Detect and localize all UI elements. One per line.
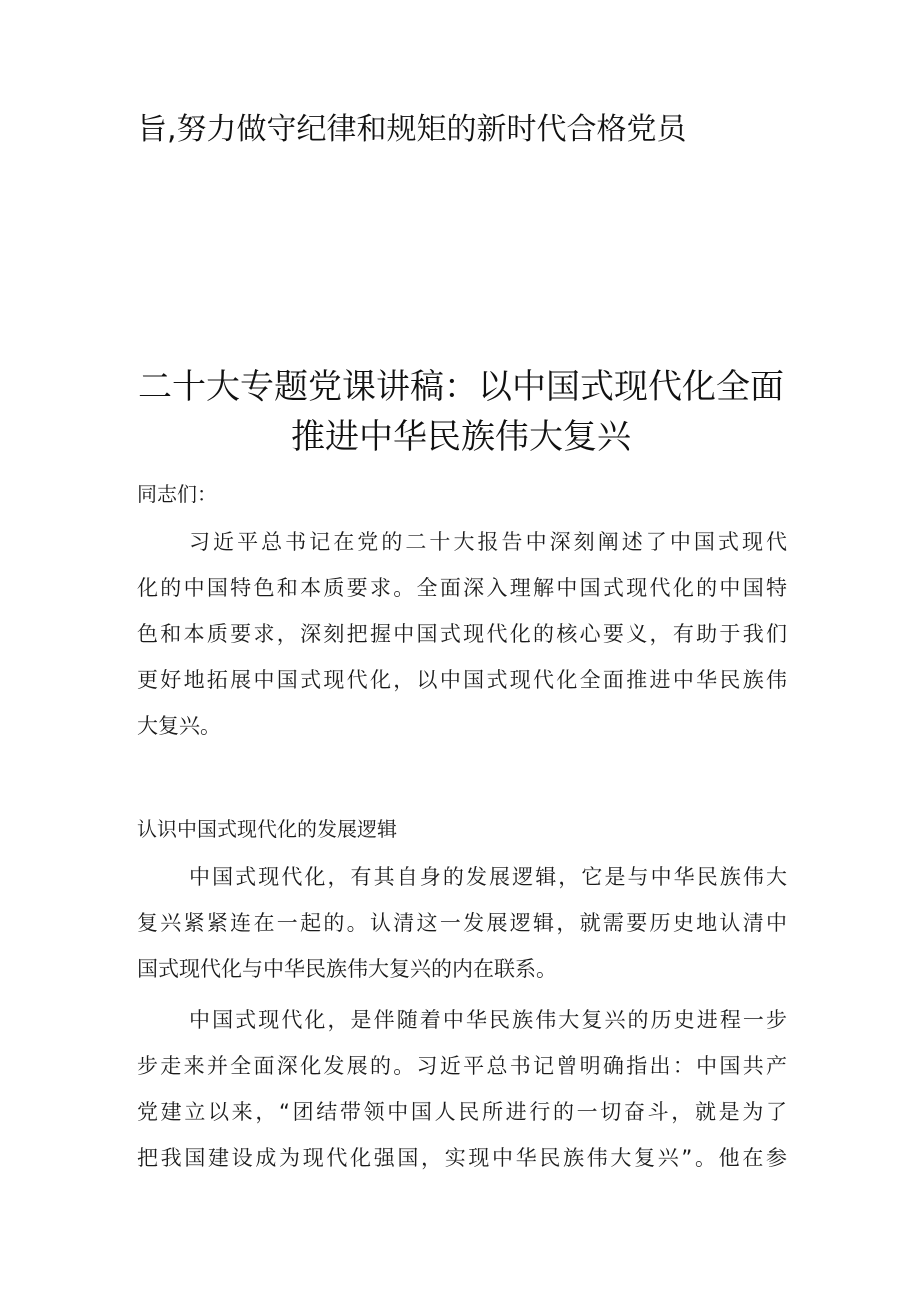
paragraph-line: 国式现代化与中华民族伟大复兴的内在联系。 <box>137 957 557 981</box>
paragraph-line: 步走来并全面深化发展的。习近平总书记曾明确指出：中国共产 <box>137 1054 787 1078</box>
title-line-1: 二十大专题党课讲稿：以中国式现代化全面 <box>138 367 784 407</box>
paragraph-line: 复兴紧紧连在一起的。认清这一发展逻辑，就需要历史地认清中 <box>137 911 787 935</box>
paragraph-line: 化的中国特色和本质要求。全面深入理解中国式现代化的中国特 <box>137 576 787 600</box>
paragraph-line: 中国式现代化，是伴随着中华民族伟大复兴的历史进程一步 <box>189 1008 787 1032</box>
paragraph-line: 大复兴。 <box>137 714 221 738</box>
paragraph-line: 更好地拓展中国式现代化，以中国式现代化全面推进中华民族伟 <box>137 668 787 692</box>
title-line-2: 推进中华民族伟大复兴 <box>291 417 631 457</box>
section-heading: 认识中国式现代化的发展逻辑 <box>137 817 397 841</box>
paragraph-line: 中国式现代化，有其自身的发展逻辑，它是与中华民族伟大 <box>189 865 787 889</box>
paragraph-line: 把我国建设成为现代化强国，实现中华民族伟大复兴”。他在参 <box>137 1146 787 1170</box>
paragraph-line: 习近平总书记在党的二十大报告中深刻阐述了中国式现代 <box>189 530 787 554</box>
salutation: 同志们： <box>137 482 217 506</box>
paragraph-logic <box>137 854 787 992</box>
paragraph-intro <box>137 519 787 749</box>
paragraph-history <box>137 997 787 1181</box>
carried-over-text-line: 旨,努力做守纪律和规矩的新时代合格党员 <box>137 112 687 147</box>
paragraph-line: 色和本质要求，深刻把握中国式现代化的核心要义，有助于我们 <box>137 622 787 646</box>
paragraph-line: 党建立以来，“团结带领中国人民所进行的一切奋斗，就是为了 <box>137 1100 787 1124</box>
document-title <box>137 362 785 462</box>
